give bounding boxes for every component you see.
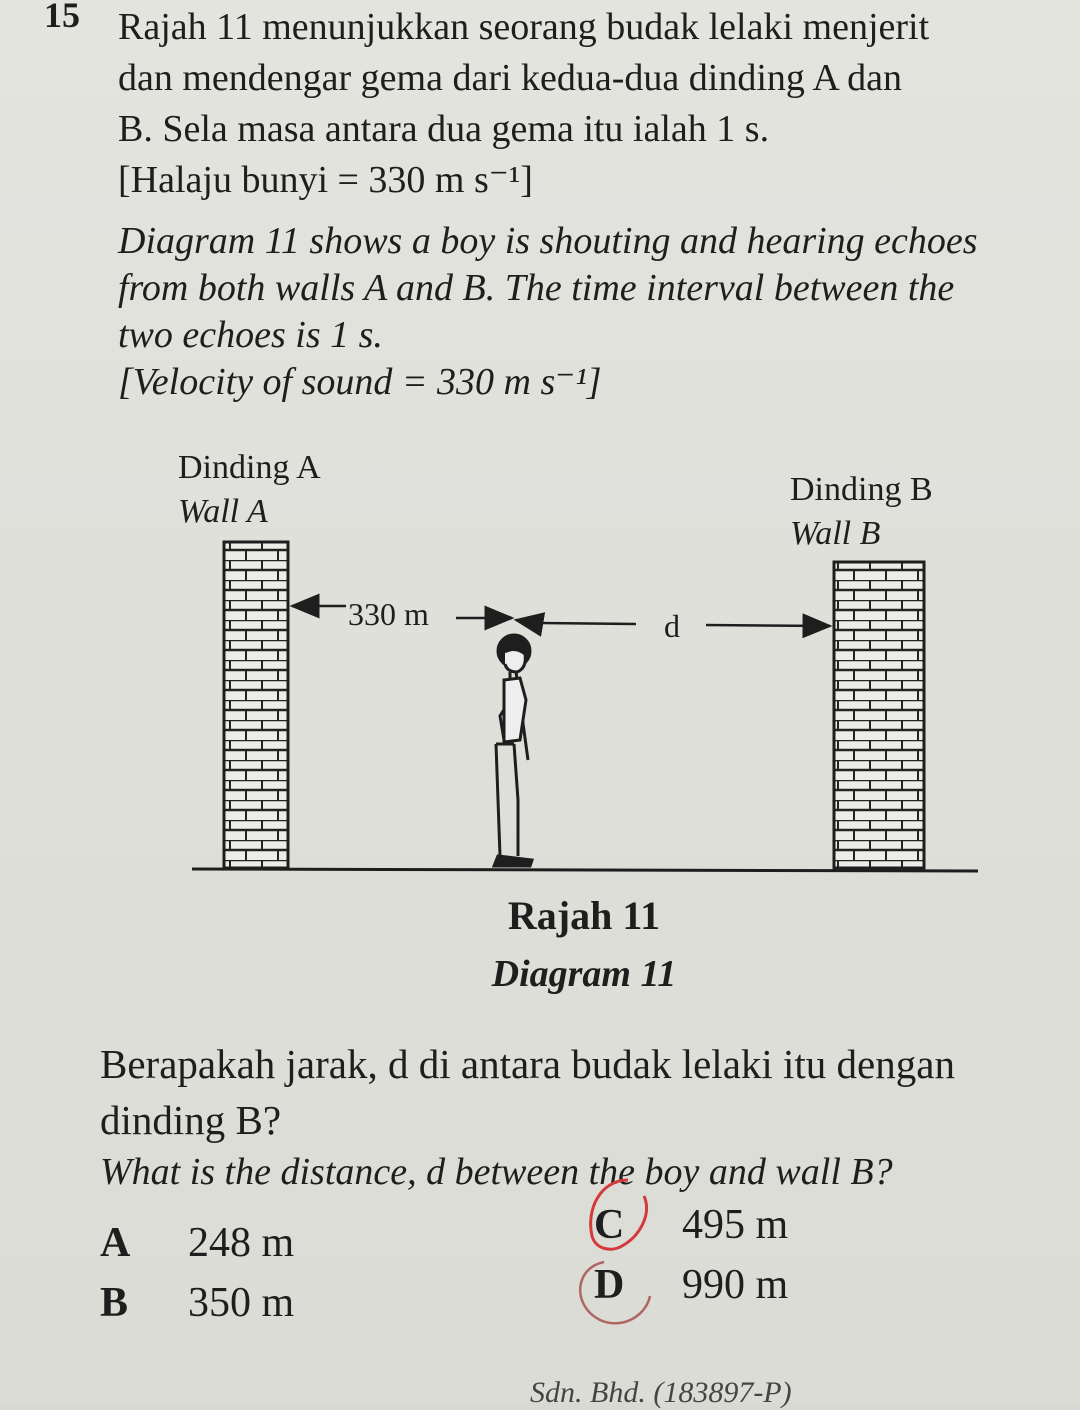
wall-b-label-malay: Dinding B [790,471,933,508]
diagram-caption-english: Diagram 11 [491,953,677,995]
option-a-letter: A [100,1220,131,1266]
question-number: 15 [44,0,80,35]
distance-d-label: d [664,608,680,644]
option-a-text: 248 m [188,1220,295,1266]
option-b-text: 350 m [188,1280,295,1326]
english-line-3: two echoes is 1 s. [118,314,383,356]
option-d-letter: D [594,1262,625,1308]
option-b-letter: B [100,1280,129,1326]
prompt-english: What is the distance, d between the boy and wall B? [100,1151,893,1193]
wall-a-label-malay: Dinding A [178,449,321,486]
wall-b-label-english: Wall B [790,515,881,552]
english-line-4: [Velocity of sound = 330 m s⁻¹] [118,361,602,403]
english-line-2: from both walls A and B. The time interval between the [118,267,955,309]
malay-line-2: dan mendengar gema dari kedua-dua dinding A dan [118,57,903,99]
footer [0,1368,1080,1408]
prompt-malay: Berapakah jarak, d di antara budak lelaki itu dengan dinding B? [100,1041,955,1143]
malay-line-3: B. Sela masa antara dua gema itu ialah 1 s. [118,108,770,150]
malay-line-1: Rajah 11 menunjukkan seorang budak lelaki menjerit [118,6,930,48]
option-c-letter: C [594,1202,625,1248]
wall-a-label-english: Wall A [178,493,268,530]
malay-line-4: [Halaju bunyi = 330 m s⁻¹] [118,159,533,201]
option-d-text: 990 m [682,1262,789,1308]
diagram-caption-malay: Rajah 11 [507,893,661,938]
footer-text: Sdn. Bhd. (183897-P) [530,1376,792,1409]
option-c-text: 495 m [682,1202,789,1248]
english-line-1: Diagram 11 shows a boy is shouting and hearing echoes [118,220,978,262]
distance-to-wall-a: 330 m [348,596,429,632]
